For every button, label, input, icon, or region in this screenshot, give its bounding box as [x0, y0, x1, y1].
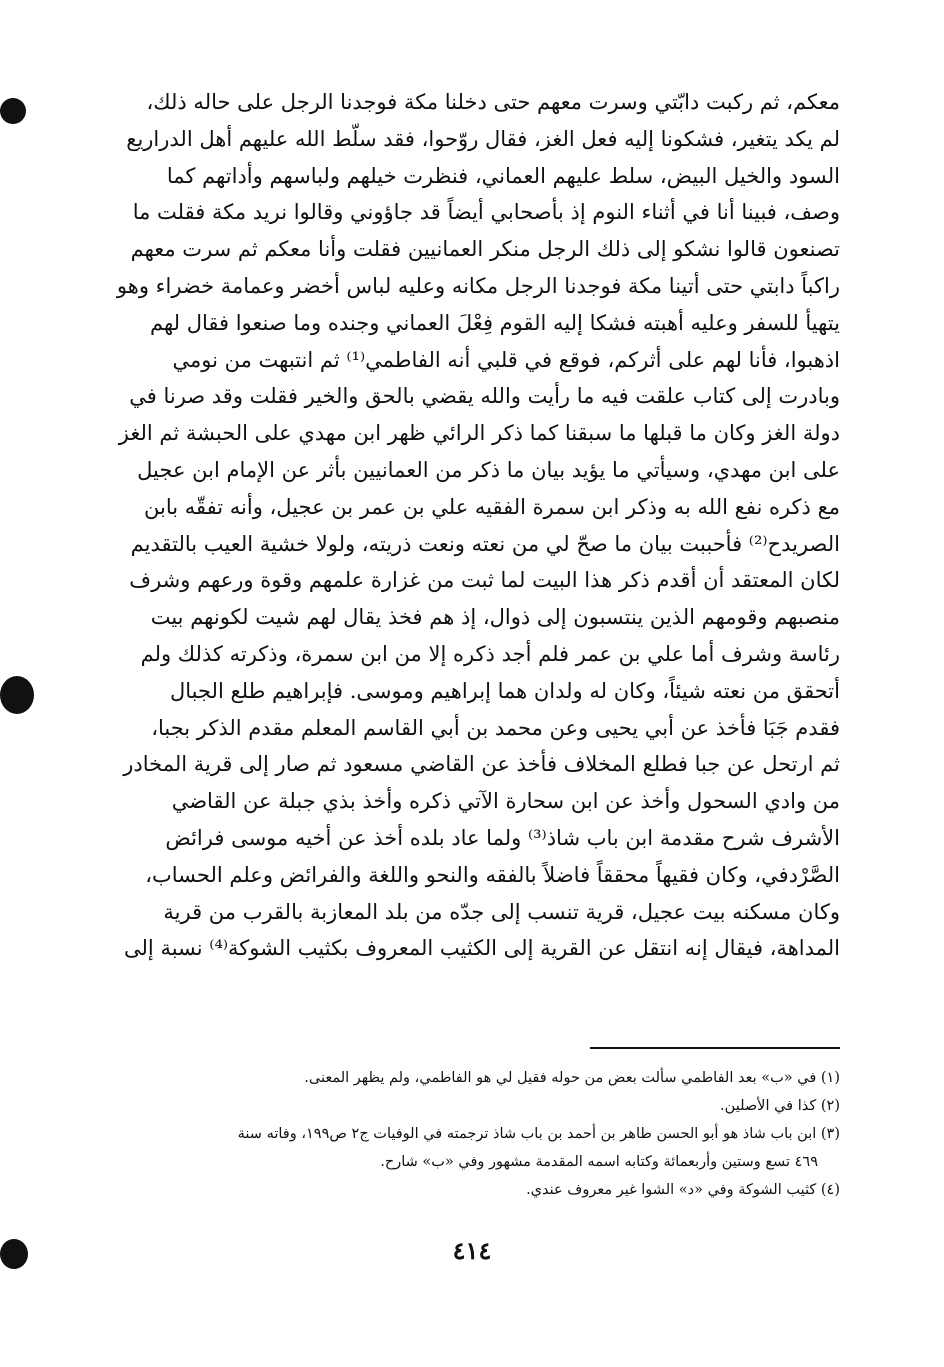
- text-line: يتهيأ للسفر وعليه أهبته فشكا إليه القوم فِعْلَ العماني وجنده وما صنعوا فقال لهم: [150, 310, 840, 335]
- footnote-3: (٣) ابن باب شاذ هو أبو الحسن طاهر بن أحمد بن باب شاذ ترجمته في الوفيات ج٢ ص١٩٩، وفاته سنة: [237, 1126, 840, 1142]
- text-line: ثم ارتحل عن جبا فطلع المخلاف فأخذ عن القاضي مسعود ثم صار إلى قرية المخادر: [123, 752, 840, 777]
- text-line: المداهة، فيقال إنه انتقل عن القرية إلى الكثيب المعروف بكثيب الشوكة⁽⁴⁾ نسبة إلى: [124, 936, 840, 961]
- punch-hole-bottom: [0, 1239, 28, 1269]
- text-line: على ابن مهدي، وسيأتي ما يؤيد بيان ما ذكر من العمانيين بأثر عن الإمام ابن عجيل: [137, 457, 840, 482]
- text-line: الأشرف شرح مقدمة ابن باب شاذ⁽³⁾ ولما عاد بلده أخذ عن أخيه موسى فرائض: [165, 825, 840, 850]
- footnote-1: (١) في «ب» بعد الفاطمي سألت بعض من حوله فقيل لي هو الفاطمي، ولم يظهر المعنى.: [304, 1070, 840, 1086]
- text-line: السود والخيل البيض، سلط عليهم العماني، فنظرت خيلهم ولباسهم وأداتهم كما: [166, 163, 840, 188]
- text-line: لم يكد يتغير، فشكونا إليه فعل الغز، فقال روّحوا، فقد سلّط الله عليهم أهل الدراريع: [126, 126, 840, 151]
- text-line: أتحقق من نعته شيئاً، وكان له ولدان هما إبراهيم وموسى. فإبراهيم طلع الجبال: [170, 678, 840, 703]
- footnote-divider: [590, 1047, 840, 1049]
- text-line: الصَّرْدفي، وكان فقيهاً محققاً فاضلاً بالفقه والنحو واللغة والفرائض وعلم الحساب،: [145, 862, 840, 887]
- text-line: معكم، ثم ركبت دابّتي وسرت معهم حتى دخلنا مكة فوجدنا الرجل على حاله ذلك،: [146, 90, 840, 114]
- punch-hole-top: [0, 98, 26, 124]
- footnotes: [96, 1064, 840, 1204]
- footnote-4: (٤) كثيب الشوكة وفي «د» الشوا غير معروف عندي.: [526, 1182, 840, 1198]
- footnote-3-continued: ٤٦٩ تسع وستين وأربعمائة وكتابه اسمه المقدمة مشهور وفي «ب» شارح.: [380, 1154, 818, 1170]
- text-line: الصريدح⁽²⁾ فأحببت بيان ما صحّ لي من نعته ونعت ذريته، ولولا خشية العيب بالتقديم: [130, 531, 840, 556]
- text-line: تصنعون قالوا نشكو إلى ذلك الرجل منكر العمانيين فقلت وأنا معكم ثم سرت معهم: [130, 237, 840, 262]
- text-line: مع ذكره نفع الله به وذكر ابن سمرة الفقيه علي بن عمر بن عجيل، وأنه تفقّه بابن: [143, 494, 840, 519]
- page-number: ٤١٤: [452, 1236, 492, 1265]
- text-line: وبادرت إلى كتاب علقت فيه ما رأيت والله يقضي بالحق والخير فقلت وقد صرنا في: [129, 384, 840, 409]
- footnote-2: (٢) كذا في الأصلين.: [720, 1098, 840, 1114]
- text-line: فقدم جَبَا فأخذ عن أبي يحيى وعن محمد بن أبي القاسم المعلم مقدم الذكر بجبا،: [151, 715, 840, 740]
- text-line: وكان مسكنه بيت عجيل، قرية تنسب إلى جدّه من بلد المعازبة بالقرب من قرية: [163, 899, 840, 924]
- text-line: راكباً دابتي حتى أتينا مكة فوجدنا الرجل مكانه وعليه لباس أخضر وعمامة خضراء وهو: [116, 273, 840, 298]
- main-text-block: [96, 84, 840, 967]
- text-line: منصبهم وقومهم الذين ينتسبون إلى ذوال، إذ هم فخذ يقال لهم شيت لكونهم بيت: [150, 605, 840, 630]
- text-line: من وادي السحول وأخذ عن ابن سحارة الآتي ذكره وأخذ بذي جبلة عن القاضي: [171, 789, 840, 814]
- text-line: دولة الغز وكان ما قبلها ما سبقنا كما ذكر الرائي ظهر ابن مهدي على الحبشة ثم الغز: [118, 421, 840, 446]
- text-line: وصف، فبينا أنا في أثناء النوم إذ بأصحابي أيضاً قد جاؤوني وقالوا نريد مكة فقلت ما: [132, 200, 840, 225]
- text-line: رئاسة وشرف أما علي بن عمر فلم أجد ذكره إلا من ابن سمرة، وذكرته كذلك ولم: [140, 641, 840, 666]
- text-line: اذهبوا، فأنا لهم على أثركم، فوقع في قلبي أنه الفاطمي⁽¹⁾ ثم انتبهت من نومي: [172, 347, 840, 372]
- text-line: لكان المعتقد أن أقدم ذكر هذا البيت لما ثبت من غزارة علمهم وقوة ورعهم وشرف: [129, 568, 840, 593]
- punch-hole-middle: [0, 676, 34, 714]
